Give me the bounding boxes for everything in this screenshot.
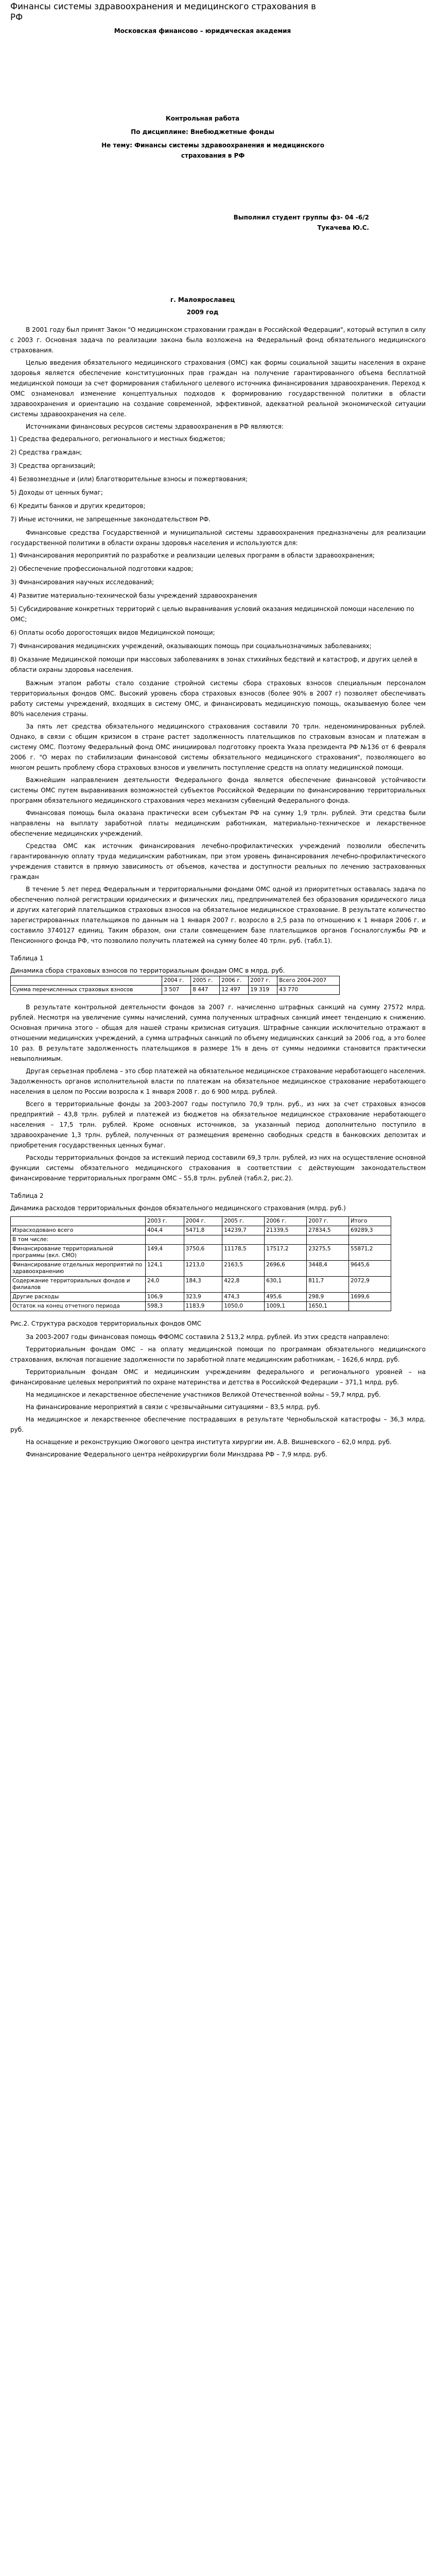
list-item: 7) Финансирования медицинских учреждений, оказывающих помощь при социальнозначимых заболеваниях;	[10, 642, 372, 650]
table-cell: 106,9	[146, 1293, 184, 1302]
list-item: 2) Средства граждан;	[10, 449, 82, 456]
table-cell: 2072,9	[349, 1277, 391, 1293]
list-item: 1) Финансирования мероприятий по разработке и реализации целевых программ в области здравоохранения;	[10, 552, 375, 559]
table-1-subcaption: Динамика сбора страховых взносов по территориальным фондам ОМС в млрд. руб.	[10, 967, 285, 974]
table-row	[11, 1277, 391, 1293]
paragraph: Расходы территориальных фондов за истекший период составили 69,3 трлн. рублей, из них на осуществление основной функции системы обязательного медицинского страхования в соответствии с действующим законодательством финансирование территориальных программ ОМС – 55,8 трлн. рублей (табл.2, рис.2).	[10, 1154, 426, 1182]
author-name: Тукачева Ю.С.	[317, 224, 369, 231]
paragraph: Всего в территориальные фонды за 2003-2007 годы поступило 70,9 трлн. руб., из них за счет страховых взносов предприятий – 43,8 трлн. рублей и платежей из бюджетов на обязательное медицинское страхование неработающего населения – 17,5 трлн. рублей. Кроме основных источников, за указанный период дополнительно поступило в здравоохранение 1,3 трлн. рублей, полученных от размещения временно свободных средств в банковских депозитах и приобретения государственных ценных бумаг.	[10, 1100, 426, 1149]
paragraph: Источниками финансовых ресурсов системы здравоохранения в РФ являются:	[26, 423, 284, 430]
theme-line-2: страхования в РФ	[181, 152, 245, 159]
table-cell	[222, 1235, 265, 1245]
table-cell: 124,1	[146, 1261, 184, 1277]
table-cell: 1650,1	[307, 1302, 349, 1311]
table-cell: Итого	[349, 1217, 391, 1226]
table-cell: 1050,0	[222, 1302, 265, 1311]
table-cell: 630,1	[265, 1277, 307, 1293]
table-cell: 2696,6	[265, 1261, 307, 1277]
table-cell: 1009,1	[265, 1302, 307, 1311]
table-2-subcaption: Динамика расходов территориальных фондов обязательного медицинского страхования (млрд. руб.)	[10, 1205, 346, 1212]
paragraph: Важным этапом работы стало создание стройной системы сбора страховых взносов специальным персоналом территориальных фондов ОМС. Высокий уровень сбора страховых взносов (более 90% в 2007 г) позволяет обеспечивать работу системы учреждений, входящих в систему ОМС, и финансировать медицинскую помощь, оказываемую более чем 80% населения страны.	[10, 680, 426, 718]
paragraph: За 2003-2007 годы финансовая помощь ФФОМС составила 2 513,2 млрд. рублей. Из этих средств направлено:	[26, 1333, 390, 1341]
paragraph: Территориальным фондам ОМС – на оплату медицинской помощи по программам обязательного медицинского страхования, включая погашение задолженности по заработной плате медицинским работникам, – 1626,6 млрд. руб.	[10, 1346, 426, 1363]
paragraph: На медицинское и лекарственное обеспечение пострадавших в результате Чернобыльской катастрофы – 36,3 млрд. руб.	[10, 1416, 426, 1433]
list-item: 4) Развитие материально-технической базы учреждений здравоохранения	[10, 592, 257, 599]
table-cell: Финансирование отдельных мероприятий по здравоохранению	[11, 1261, 146, 1277]
table-cell: 1213,0	[184, 1261, 222, 1277]
table-cell: 404,4	[146, 1226, 184, 1235]
work-type: Контрольная работа	[165, 115, 240, 122]
table-row	[11, 986, 340, 995]
paragraph: Средства ОМС как источник финансирования лечебно-профилактических учреждений позволили обеспечить гарантированную оплату труда медицинским работникам, при этом уровень финансирования лечебно-профилактического учреждения ставится в прямую зависимость от объемов, качества и доступности реальных по лечению застрахованных граждан	[10, 842, 426, 880]
paragraph: На финансирование мероприятий в связи с чрезвычайными ситуациями – 83,5 млрд. руб.	[26, 1403, 320, 1411]
paragraph: На оснащение и реконструкцию Ожогового центра института хирургии им. А.В. Вишневского – 62,0 млрд. руб.	[26, 1438, 392, 1446]
table-cell: 422,8	[222, 1277, 265, 1293]
table-cell: 811,7	[307, 1277, 349, 1293]
table-cell: 69289,3	[349, 1226, 391, 1235]
paragraph: Территориальным фондам ОМС и медицинским учреждениям федерального и регионального уровней – на финансирование целевых мероприятий по охране материнства и детства в Российской Федерации – 371,1 млрд. руб.	[10, 1368, 426, 1386]
paragraph: Важнейшим направлением деятельности Федерального фонда является обеспечение финансовой устойчивости системы ОМС путем выравнивания возможностей субъектов Российской Федерации по финансированию территориальных программ обязательного медицинского страхования через механизм субвенций Федерального фонда.	[10, 776, 426, 804]
paragraph: В результате контрольной деятельности фондов за 2007 г. начисленно штрафных санкций на сумму 27572 млрд. рублей. Несмотря на увеличение суммы начислений, сумма полученных штрафных санкций имеет тенденцию к снижению. Основная причина этого – общая для нашей страны кризисная ситуация. Штрафные санкции исключительно отражают в отношении медицинских учреждений, а сумма штрафных санкций по объему медицинских санкций за 2006 год, а это более 10 раз. В результате задолженность плательщиков в размере 1% в день от суммы недоимки становится практически невыполнимым.	[10, 1004, 426, 1062]
table-cell	[307, 1235, 349, 1245]
list-item: 6) Кредиты банков и других кредиторов;	[10, 502, 146, 510]
paragraph: Финансовые средства Государственной и муниципальной системы здравоохранения предназначены для реализации государственной политики в области охраны здоровья населения и используются для:	[10, 529, 426, 547]
table-cell	[11, 976, 162, 986]
table-cell: 23275,5	[307, 1245, 349, 1261]
table-cell: 2005 г.	[222, 1217, 265, 1226]
table-cell: 2007 г.	[249, 976, 277, 986]
academy-name: Московская финансово – юридическая академия	[114, 27, 291, 35]
table-cell: 5471,8	[184, 1226, 222, 1235]
table-cell: Содержание территориальных фондов и филиалов	[11, 1277, 146, 1293]
table-cell: 24,0	[146, 1277, 184, 1293]
list-item: 3) Средства организаций;	[10, 462, 96, 469]
table-cell: 323,9	[184, 1293, 222, 1302]
table-cell: 21339,5	[265, 1226, 307, 1235]
table-2-caption: Таблица 2	[10, 1192, 44, 1199]
table-cell: 2004 г.	[184, 1217, 222, 1226]
list-item: 3) Финансирования научных исследований;	[10, 579, 154, 586]
table-cell: 2006 г.	[220, 976, 249, 986]
table-cell: 184,3	[184, 1277, 222, 1293]
list-item: 5) Субсидирование конкретных территорий с целью выравнивания условий оказания медицинской помощи населению по ОМС;	[10, 605, 414, 623]
author-group: Выполнил студент группы фз- 04 -6/2	[233, 214, 369, 221]
table-cell: 474,3	[222, 1293, 265, 1302]
table-cell	[349, 1235, 391, 1245]
table-cell: 1699,6	[349, 1293, 391, 1302]
table-cell: 2004 г.	[162, 976, 191, 986]
table-cell: 43 770	[277, 986, 340, 995]
table-cell: 11178,5	[222, 1245, 265, 1261]
table-cell: 2163,5	[222, 1261, 265, 1277]
year: 2009 год	[186, 309, 219, 316]
table-row	[11, 1235, 391, 1245]
table-cell: 8 447	[191, 986, 220, 995]
table-row	[11, 1226, 391, 1235]
table-cell: 19 319	[249, 986, 277, 995]
table-cell: 298,9	[307, 1293, 349, 1302]
table-cell: 3 507	[162, 986, 191, 995]
table-cell: 27834,5	[307, 1226, 349, 1235]
list-item: 4) Безвозмездные и (или) благотворительные взносы и пожертвования;	[10, 476, 248, 483]
table-cell: 17517,2	[265, 1245, 307, 1261]
table-cell: Всего 2004-2007	[277, 976, 340, 986]
table-cell: 55871,2	[349, 1245, 391, 1261]
table-cell: 598,3	[146, 1302, 184, 1311]
table-cell: Израсходовано всего	[11, 1226, 146, 1235]
list-item: 6) Оплаты особо дорогостоящих видов Медицинской помощи;	[10, 629, 215, 636]
table-cell: 1183,9	[184, 1302, 222, 1311]
figure-caption: Рис.2. Структура расходов территориальных фондов ОМС	[10, 1320, 202, 1327]
table-cell	[265, 1235, 307, 1245]
table-cell: 3750,6	[184, 1245, 222, 1261]
table-cell	[11, 1217, 146, 1226]
table-header-row	[11, 976, 340, 986]
table-cell: 14239,7	[222, 1226, 265, 1235]
table-cell: 2003 г.	[146, 1217, 184, 1226]
paragraph: Финансирование Федерального центра нейрохирургии боли Минздрава РФ – 7,9 млрд. руб.	[26, 1451, 327, 1458]
paragraph: Финансовая помощь была оказана практически всем субъектам РФ на сумму 1,9 трлн. рублей. Эти средства были направлены на выплату заработной платы медицинским работникам, материально-техническое и лекарственное обеспечение медицинских учреждений.	[10, 809, 426, 837]
city: г. Малоярославец	[170, 296, 235, 303]
table-cell: Финансирование территориальной программы (вкл. СМО)	[11, 1245, 146, 1261]
paragraph: В течение 5 лет перед Федеральным и территориальными фондами ОМС одной из приоритетных оставалась задача по обеспечению полной регистрации юридических и физических лиц, предпринимателей без образования юридического лица и других категорий плательщиков страховых взносов на обязательное медицинское страхование. В результате количество зарегистрированных плательщиков по данным на 1 января 2007 г. возросло в 2,5 раза по отношению к 1 января 2006 г. и составило 3740127 единиц. Таким образом, они стали совмещением базе плательщиков органов Госналогслужбы РФ и Пенсионного фонда РФ, что позволило получить платежей на сумму более 40 трлн. руб. (табл.1).	[10, 886, 426, 944]
paragraph: За пять лет средства обязательного медицинского страхования составили 70 трлн. неденоминированных рублей. Однако, в связи с общим кризисом в стране растет задолженность плательщиков по страховым взносам и платежам в систему ОМС. Поэтому Федеральный фонд ОМС инициировал подготовку проекта Указа президента РФ №136 от 6 февраля 2006 г. "О мерах по стабилизации финансовой системы обязательного медицинского страхования", позволяющего во многом решить проблему сбора страховых взносов и увеличить поступление средств на оплату медицинской помощи.	[10, 723, 426, 771]
list-item: 2) Обеспечение профессиональной подготовки кадров;	[10, 565, 194, 572]
theme-line-1: Не тему: Финансы системы здравоохранения и медицинского	[101, 142, 324, 149]
document-title: Финансы системы здравоохранения и медицинского страхования в РФ	[10, 2, 316, 22]
list-item: 5) Доходы от ценных бумаг;	[10, 489, 103, 496]
table-cell: 9645,6	[349, 1261, 391, 1277]
list-item: 1) Средства федерального, регионального и местных бюджетов;	[10, 435, 225, 443]
table-row	[11, 1245, 391, 1261]
table-row	[11, 1293, 391, 1302]
table-1	[10, 976, 340, 995]
table-cell: 2007 г.	[307, 1217, 349, 1226]
table-cell: Сумма перечисленных страховых взносов	[11, 986, 162, 995]
table-cell: Другие расходы	[11, 1293, 146, 1302]
table-cell: 2006 г.	[265, 1217, 307, 1226]
table-cell	[184, 1235, 222, 1245]
table-header-row	[11, 1217, 391, 1226]
list-item: 8) Оказание Медицинской помощи при массовых заболеваниях в зонах стихийных бедствий и катастроф, и других целей в области охраны здоровья населения.	[10, 656, 418, 673]
uses-list	[10, 550, 426, 675]
table-cell	[146, 1235, 184, 1245]
table-cell	[349, 1302, 391, 1311]
list-item: 7) Иные источники, не запрещенные законодательством РФ.	[10, 516, 211, 523]
table-cell: Остаток на конец отчетного периода	[11, 1302, 146, 1311]
paragraph: Другая серьезная проблема – это сбор платежей на обязательное медицинское страхование неработающего населения. Задолженность органов исполнительной власти по платежам на обязательное медицинское страхование неработающего населения в целом по России возросла к 1 января 2008 г. до 6 900 млрд. рублей.	[10, 1067, 426, 1095]
table-cell: В том числе:	[11, 1235, 146, 1245]
paragraph: В 2001 году был принят Закон "О медицинском страховании граждан в Российской Федерации", который вступил в силу с 2003 г. Основная задача по реализации закона была возложена на Федеральный фонд обязательного медицинского страхования.	[10, 326, 426, 354]
discipline: По дисциплине: Внебюджетные фонды	[131, 128, 274, 135]
table-1-caption: Таблица 1	[10, 955, 44, 962]
sources-list	[10, 434, 426, 524]
table-row	[11, 1302, 391, 1311]
table-2	[10, 1216, 391, 1311]
table-cell: 3448,4	[307, 1261, 349, 1277]
table-cell: 12 497	[220, 986, 249, 995]
table-row	[11, 1261, 391, 1277]
table-cell: 149,4	[146, 1245, 184, 1261]
table-cell: 2005 г.	[191, 976, 220, 986]
paragraph: На медицинское и лекарственное обеспечение участников Великой Отечественной войны – 59,7 млрд. руб.	[26, 1391, 381, 1398]
table-cell: 495,6	[265, 1293, 307, 1302]
paragraph: Целью введения обязательного медицинского страхования (ОМС) как формы социальной защиты населения в охране здоровья является обеспечение конституционных прав граждан на получение гарантированного объема бесплатной медицинской помощи за счет формирования стабильного целевого источника финансирования здравоохранения. Переход к ОМС ознаменовал изменение концептуальных подходов к формированию государственной политики в области здравоохранения и ориентацию на создание современной, эффективной, адекватной реальной экономической ситуации системы здравоохранения на селе.	[10, 359, 426, 418]
document-page	[0, 1, 436, 1467]
